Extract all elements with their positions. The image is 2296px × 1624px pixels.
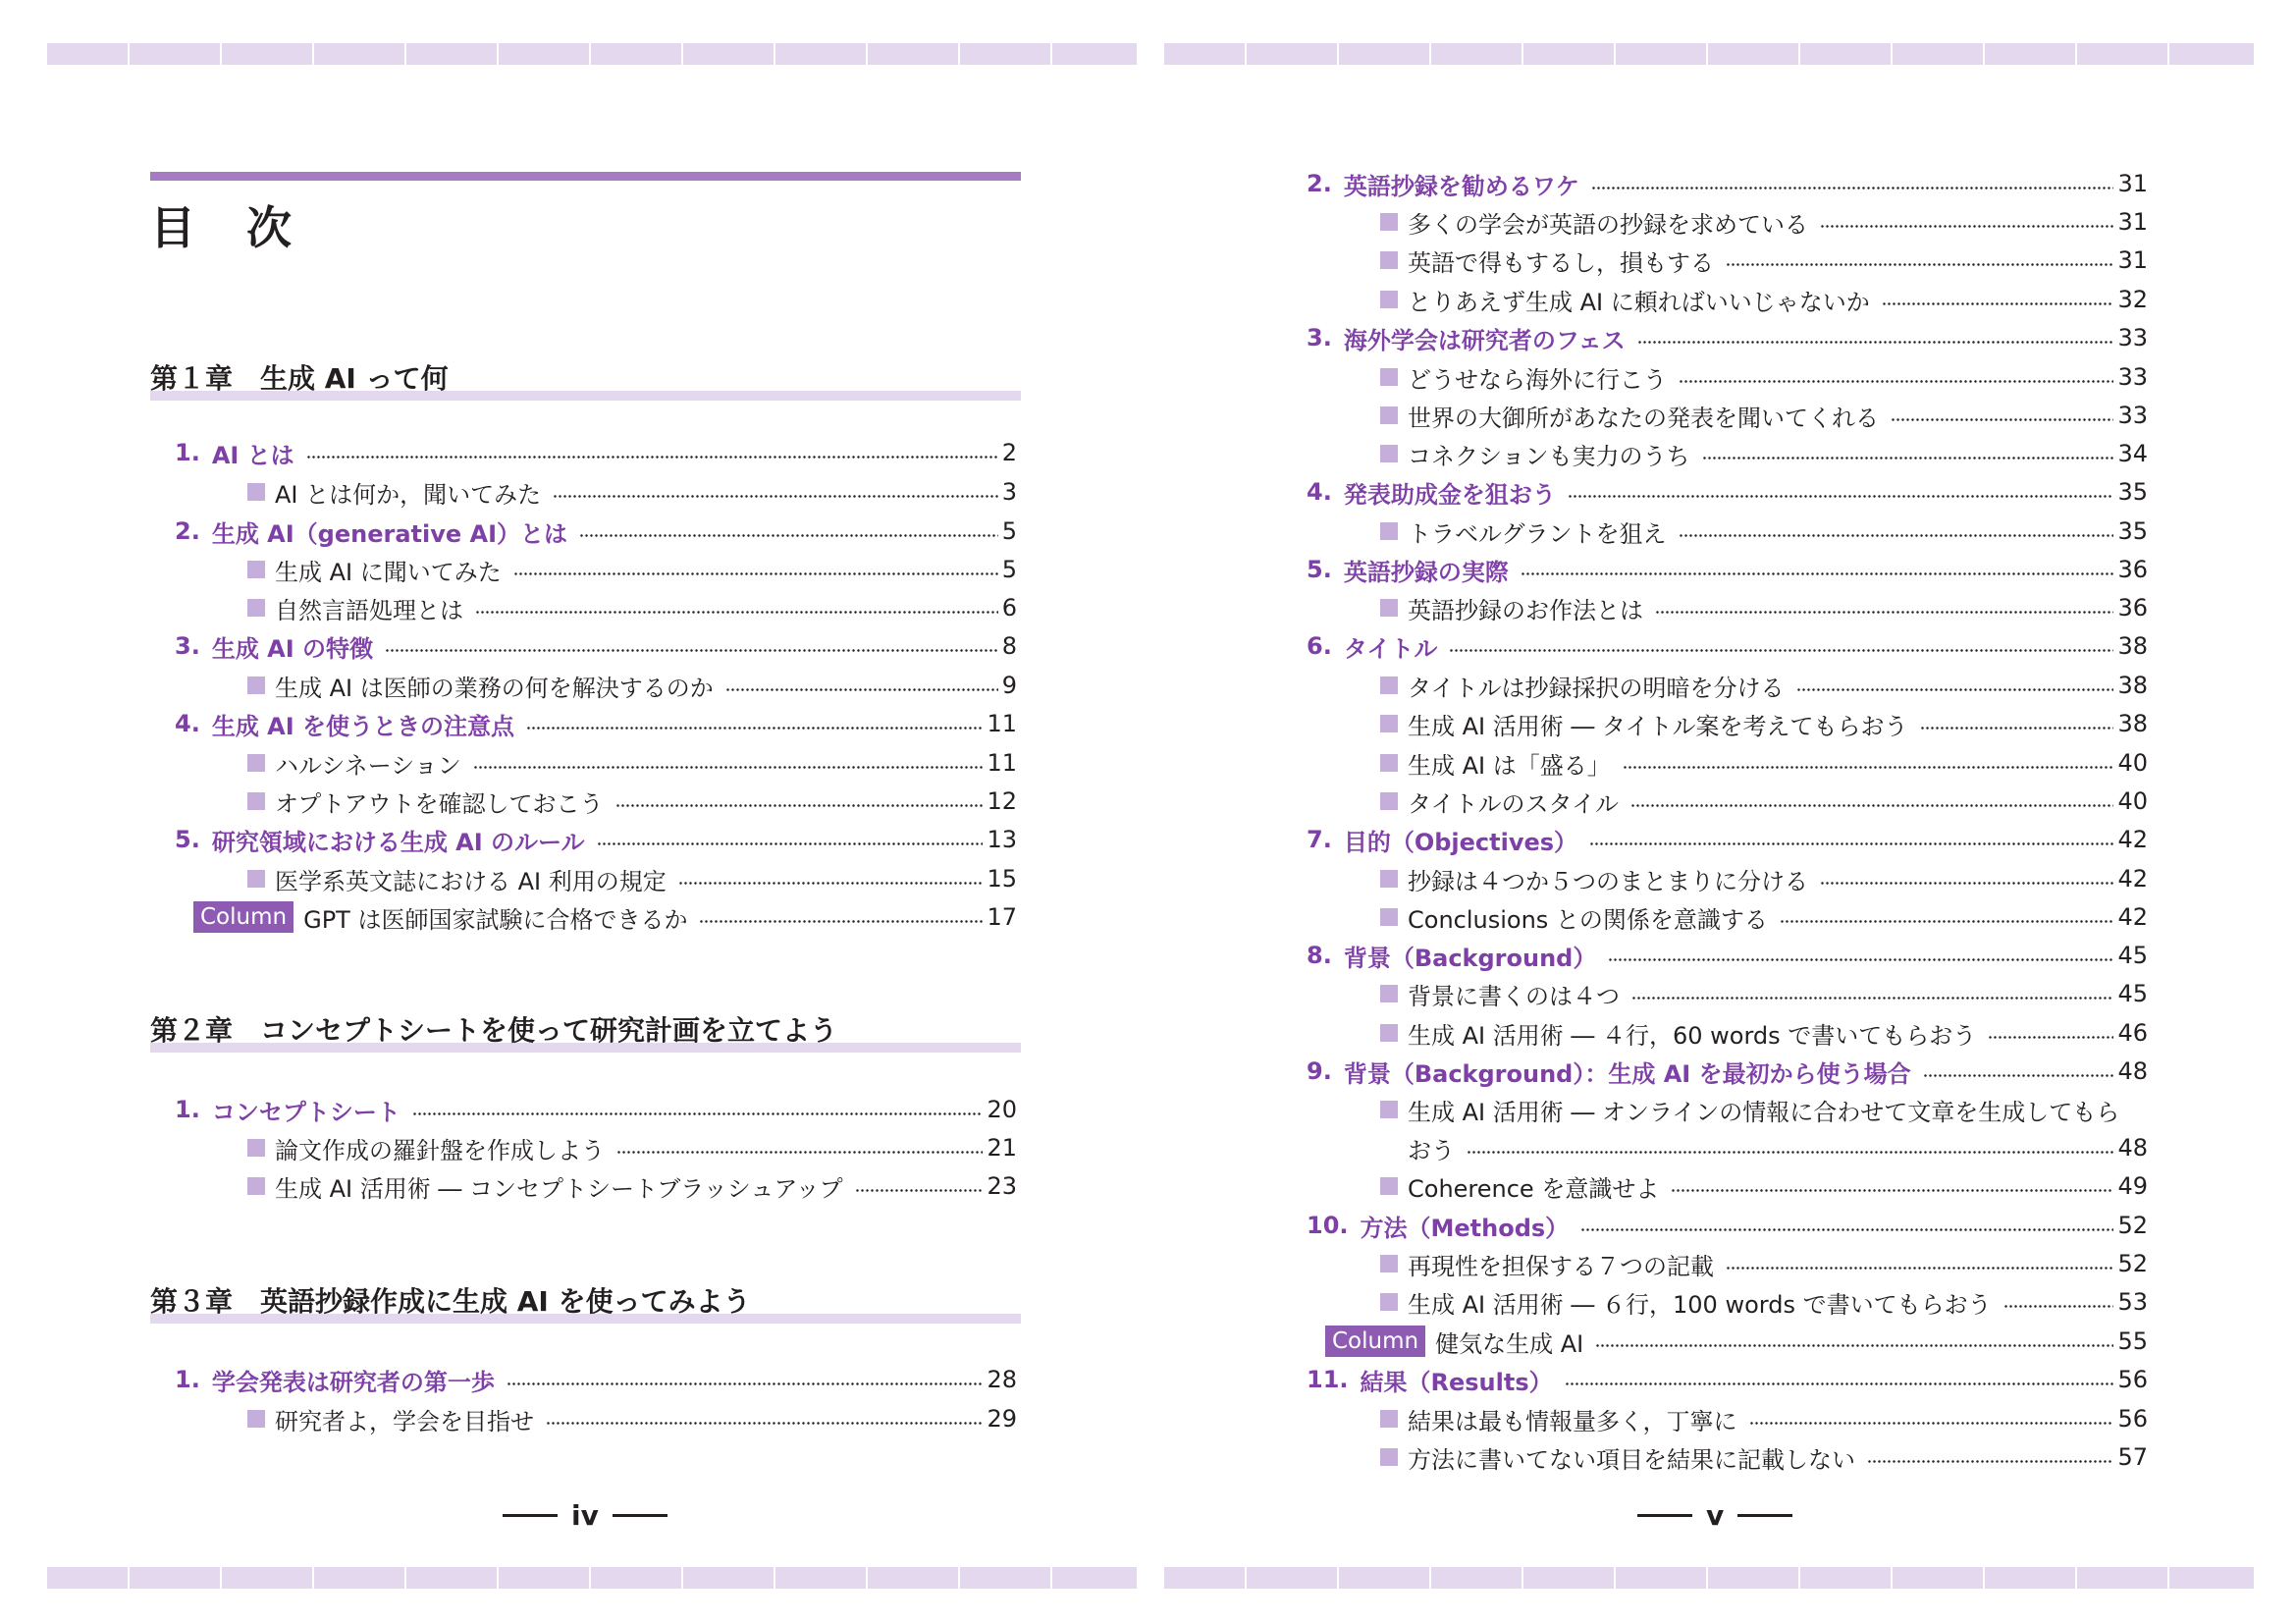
toc-item[interactable]: 自然言語処理とは 6 (247, 588, 1017, 627)
toc-item[interactable]: 論文作成の羅針盤を作成しよう 21 (247, 1128, 1017, 1167)
toc-item[interactable]: ハルシネーション 11 (247, 743, 1017, 783)
square-bullet-icon (1380, 1101, 1398, 1118)
square-bullet-icon (1380, 985, 1398, 1002)
toc-section[interactable]: 7. 目的（Objectives） 42 (1307, 826, 2148, 856)
toc-section[interactable]: 9. 背景（Background）：生成 AI を最初から使う場合 48 (1307, 1057, 2148, 1088)
page-number: 42 (2117, 903, 2148, 931)
page-folio-right (1637, 1498, 1792, 1532)
toc-section[interactable]: 4. 生成 AI を使うときの注意点 11 (175, 710, 1017, 740)
toc-item[interactable]: オプトアウトを確認しておこう 12 (247, 782, 1017, 821)
page-number: 45 (2117, 942, 2148, 969)
page-number: 52 (2117, 1250, 2148, 1277)
square-bullet-icon (1380, 908, 1398, 926)
toc-item[interactable]: タイトルのスタイル 40 (1380, 782, 2148, 821)
toc-item[interactable]: 医学系英文誌における AI 利用の規定 15 (247, 859, 1017, 898)
page-number: 45 (2117, 980, 2148, 1007)
toc-item[interactable]: Coherence を意識せよ 49 (1380, 1166, 2148, 1206)
toc-section[interactable]: 5. 研究領域における生成 AI のルール 13 (175, 826, 1017, 856)
page-number: 56 (2117, 1366, 2148, 1393)
toc-item[interactable]: 方法に書いてない項目を結果に記載しない 57 (1380, 1437, 2148, 1477)
toc-item[interactable]: 生成 AI 活用術 ― タイトル案を考えてもらおう 38 (1380, 704, 2148, 743)
top-band-left (47, 43, 1137, 65)
folio-number: iv (571, 1498, 599, 1532)
page-number: 48 (2117, 1057, 2148, 1085)
page-title-text: 目 次 (150, 201, 310, 254)
toc-section[interactable]: 6. タイトル 38 (1307, 632, 2148, 663)
square-bullet-icon (247, 754, 265, 772)
toc-section[interactable]: 8. 背景（Background） 45 (1307, 942, 2148, 972)
page-number: 6 (1001, 594, 1017, 622)
page-number: 33 (2117, 402, 2148, 429)
square-bullet-icon (1380, 599, 1398, 617)
square-bullet-icon (1380, 1410, 1398, 1428)
toc-section[interactable]: 1. コンセプトシート 20 (175, 1096, 1017, 1126)
bottom-band-left (47, 1567, 1137, 1589)
page-number: 36 (2117, 556, 2148, 583)
page-number: 31 (2117, 246, 2148, 274)
toc-item[interactable]: 背景に書くのは４つ 45 (1380, 974, 2148, 1013)
page-number: 3 (1001, 478, 1017, 506)
page-number: 49 (2117, 1172, 2148, 1200)
toc-item-wrapped[interactable]: 生成 AI 活用術 ― オンラインの情報に合わせて文章を生成してもら (1380, 1090, 2148, 1129)
page-number: 56 (2117, 1405, 2148, 1433)
square-bullet-icon (247, 677, 265, 694)
toc-item[interactable]: 英語で得もするし，損もする 31 (1380, 241, 2148, 280)
square-bullet-icon (247, 599, 265, 617)
folio-number: v (1706, 1498, 1725, 1532)
square-bullet-icon (247, 1177, 265, 1195)
toc-item[interactable]: 抄録は４つか５つのまとまりに分ける 42 (1380, 859, 2148, 898)
toc-item[interactable]: トラベルグラントを狙え 35 (1380, 512, 2148, 551)
square-bullet-icon (247, 792, 265, 810)
toc-item[interactable]: 結果は最も情報量多く，丁寧に 56 (1380, 1399, 2148, 1438)
square-bullet-icon (247, 870, 265, 888)
square-bullet-icon (1380, 445, 1398, 462)
page-number: 40 (2117, 749, 2148, 777)
square-bullet-icon (1380, 1255, 1398, 1272)
toc-item[interactable]: 英語抄録のお作法とは 36 (1380, 588, 2148, 627)
page-number: 42 (2117, 826, 2148, 853)
page-number: 28 (987, 1366, 1017, 1393)
bottom-band-right (1164, 1567, 2254, 1589)
page-number: 46 (2117, 1019, 2148, 1047)
page-number: 21 (987, 1134, 1017, 1162)
page-number: 48 (2117, 1134, 2148, 1162)
page-number: 55 (2117, 1327, 2148, 1355)
square-bullet-icon (247, 483, 265, 501)
square-bullet-icon (1380, 213, 1398, 231)
page-number: 31 (2117, 170, 2148, 197)
toc-item[interactable]: 生成 AI は医師の業務の何を解決するのか 9 (247, 666, 1017, 705)
page-number: 29 (987, 1405, 1017, 1433)
page-number: 5 (1001, 556, 1017, 583)
page-number: 35 (2117, 517, 2148, 545)
page-number: 38 (2117, 710, 2148, 737)
square-bullet-icon (1380, 715, 1398, 732)
page-number: 40 (2117, 787, 2148, 815)
toc-section[interactable]: 11. 結果（Results） 56 (1307, 1366, 2148, 1396)
column-badge: Column (193, 901, 294, 933)
toc-item[interactable]: 生成 AI は「盛る」 40 (1380, 743, 2148, 783)
page-number: 9 (1001, 672, 1017, 699)
toc-item[interactable]: 生成 AI に聞いてみた 5 (247, 550, 1017, 589)
page-number: 11 (987, 749, 1017, 777)
toc-item[interactable]: AI とは何か，聞いてみた 3 (247, 472, 1017, 512)
toc-column[interactable]: Column 健気な生成 AI 55 (1325, 1322, 2148, 1361)
toc-section[interactable]: 2. 英語抄録を勧めるワケ 31 (1307, 170, 2148, 200)
page-number: 38 (2117, 672, 2148, 699)
chapter-title: 第２章 コンセプトシートを使って研究計画を立てよう (150, 1014, 838, 1047)
square-bullet-icon (247, 1410, 265, 1428)
page-number: 13 (987, 826, 1017, 853)
square-bullet-icon (1380, 870, 1398, 888)
toc-item-continuation[interactable]: おう 48 (1408, 1134, 2148, 1164)
page-number: 57 (2117, 1443, 2148, 1471)
chapter-3-heading (150, 1276, 1021, 1324)
page-number: 20 (987, 1096, 1017, 1123)
page-number: 38 (2117, 632, 2148, 660)
toc-section[interactable]: 3. 生成 AI の特徴 8 (175, 632, 1017, 663)
toc-item[interactable]: 再現性を担保する７つの記載 52 (1380, 1244, 2148, 1283)
toc-item[interactable]: 生成 AI 活用術 ― コンセプトシートブラッシュアップ 23 (247, 1166, 1017, 1206)
square-bullet-icon (1380, 368, 1398, 386)
page-number: 2 (1001, 439, 1017, 466)
page-number: 23 (987, 1172, 1017, 1200)
toc-item[interactable]: 世界の大御所があなたの発表を聞いてくれる 33 (1380, 396, 2148, 435)
toc-item[interactable]: Conclusions との関係を意識する 42 (1380, 897, 2148, 937)
square-bullet-icon (1380, 1448, 1398, 1466)
chapter-title: 第１章 生成 AI って何 (150, 362, 449, 395)
page-folio-left (503, 1498, 667, 1532)
toc-item[interactable]: 研究者よ，学会を目指せ 29 (247, 1399, 1017, 1438)
toc-item[interactable]: タイトルは抄録採択の明暗を分ける 38 (1380, 666, 2148, 705)
column-badge: Column (1325, 1326, 1425, 1357)
chapter-1-heading (150, 353, 1021, 401)
page-number: 12 (987, 787, 1017, 815)
toc-item[interactable]: とりあえず生成 AI に頼ればいいじゃないか 32 (1380, 280, 2148, 319)
square-bullet-icon (1380, 1024, 1398, 1042)
square-bullet-icon (247, 561, 265, 578)
page-number: 33 (2117, 363, 2148, 391)
page-number: 31 (2117, 208, 2148, 236)
square-bullet-icon (1380, 291, 1398, 308)
square-bullet-icon (1380, 754, 1398, 772)
top-band-right (1164, 43, 2254, 65)
toc-section[interactable]: 5. 英語抄録の実際 36 (1307, 556, 2148, 586)
toc-item[interactable]: どうせなら海外に行こう 33 (1380, 357, 2148, 397)
chapter-2-heading (150, 1005, 1021, 1053)
page-number: 42 (2117, 865, 2148, 893)
page-number: 36 (2117, 594, 2148, 622)
square-bullet-icon (1380, 522, 1398, 540)
square-bullet-icon (1380, 1293, 1398, 1311)
toc-section[interactable]: 1. 学会発表は研究者の第一歩 28 (175, 1366, 1017, 1396)
toc-item[interactable]: 生成 AI 活用術 ― ６行，100 words で書いてもらおう 53 (1380, 1282, 2148, 1322)
toc-item[interactable]: 生成 AI 活用術 ― ４行，60 words で書いてもらおう 46 (1380, 1013, 2148, 1053)
page-number: 17 (987, 903, 1017, 931)
page-number: 11 (987, 710, 1017, 737)
square-bullet-icon (1380, 792, 1398, 810)
toc-section[interactable]: 2. 生成 AI（generative AI）とは 5 (175, 517, 1017, 548)
toc-section[interactable]: 4. 発表助成金を狙おう 35 (1307, 478, 2148, 509)
page-title (150, 172, 1021, 257)
square-bullet-icon (247, 1139, 265, 1157)
page-number: 35 (2117, 478, 2148, 506)
square-bullet-icon (1380, 406, 1398, 424)
square-bullet-icon (1380, 1177, 1398, 1195)
page-number: 8 (1001, 632, 1017, 660)
square-bullet-icon (1380, 677, 1398, 694)
toc-column[interactable]: Column GPT は医師国家試験に合格できるか 17 (193, 897, 1017, 937)
page-number: 32 (2117, 286, 2148, 313)
page-number: 53 (2117, 1288, 2148, 1316)
page-number: 34 (2117, 440, 2148, 467)
square-bullet-icon (1380, 251, 1398, 269)
chapter-title: 第３章 英語抄録作成に生成 AI を使ってみよう (150, 1285, 751, 1318)
toc-item[interactable]: 多くの学会が英語の抄録を求めている 31 (1380, 202, 2148, 242)
page-number: 52 (2117, 1212, 2148, 1239)
toc-section[interactable]: 1. AI とは 2 (175, 439, 1017, 469)
toc-section[interactable]: 3. 海外学会は研究者のフェス 33 (1307, 324, 2148, 354)
page-number: 5 (1001, 517, 1017, 545)
toc-item[interactable]: コネクションも実力のうち 34 (1380, 434, 2148, 473)
page-number: 15 (987, 865, 1017, 893)
page-number: 33 (2117, 324, 2148, 352)
toc-section[interactable]: 10. 方法（Methods） 52 (1307, 1212, 2148, 1242)
